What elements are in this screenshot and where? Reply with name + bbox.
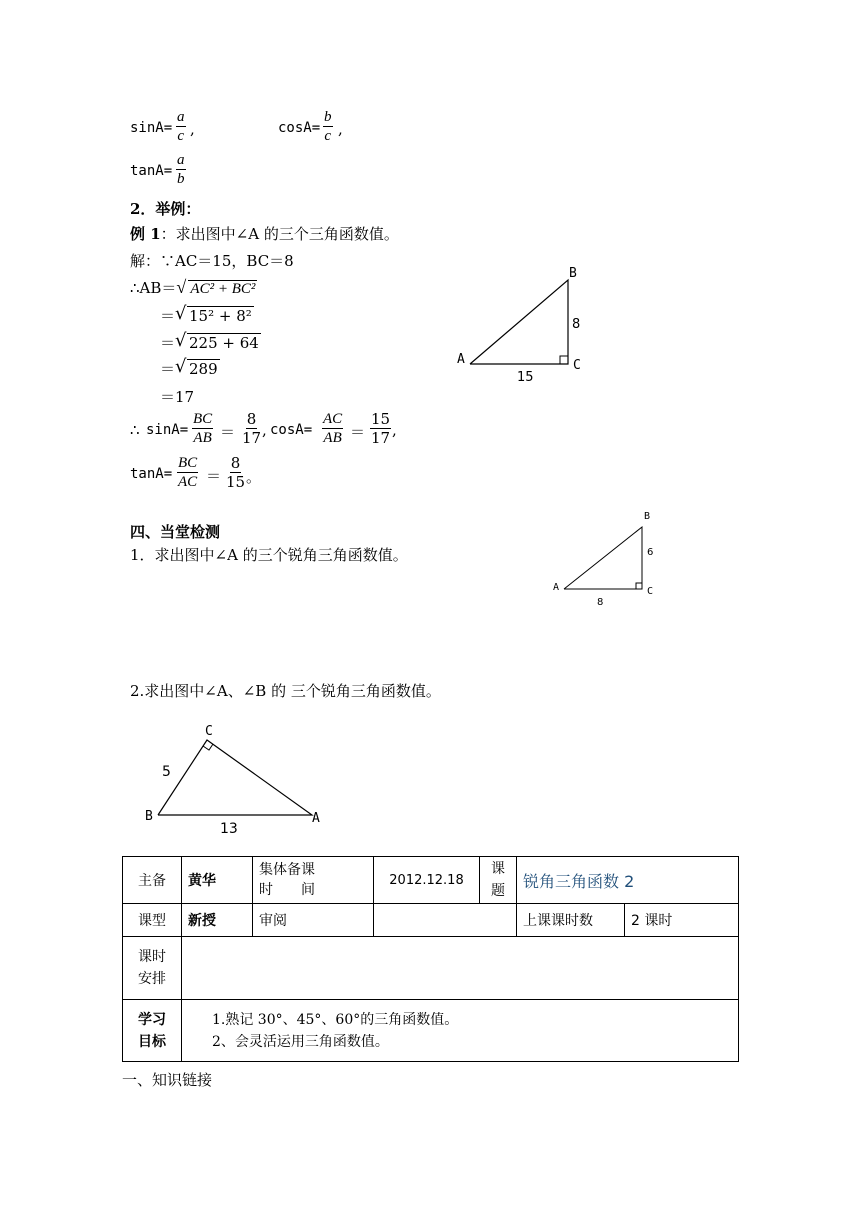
solution-step5: ＝17 bbox=[160, 388, 195, 406]
label-keti: 课 题 bbox=[480, 857, 517, 904]
section-heading-4: 四、当堂检测 bbox=[130, 523, 221, 541]
label-jiti: 集体备课 时 间 bbox=[253, 857, 374, 904]
value-xinshou: 新授 bbox=[182, 904, 253, 937]
triangle-figure-2 bbox=[548, 505, 668, 610]
vertex-c-label: C bbox=[573, 358, 581, 373]
solution-step4: ＝ √ 289 bbox=[160, 356, 218, 378]
vertex-a-label: A bbox=[312, 811, 320, 826]
side-bc-label: 8 bbox=[572, 317, 581, 332]
value-anpai bbox=[182, 937, 739, 1000]
value-keshi: 2 课时 bbox=[625, 904, 739, 937]
side-bc-label: 6 bbox=[647, 547, 654, 558]
question-1: 1．求出图中∠A 的三个锐角三角函数值。 bbox=[130, 546, 408, 564]
table-row bbox=[123, 1000, 739, 1062]
value-title: 锐角三角函数 2 bbox=[517, 857, 739, 904]
vertex-b-label: B bbox=[569, 266, 577, 281]
value-name: 黄华 bbox=[182, 857, 253, 904]
solution-ab: ∴AB＝ √ AC² + BC² bbox=[130, 277, 256, 297]
label-anpai: 课时 安排 bbox=[123, 937, 182, 1000]
vertex-b-label: B bbox=[644, 511, 651, 522]
label-shangke: 上课课时数 bbox=[517, 904, 625, 937]
side-ab-label: 13 bbox=[220, 821, 238, 837]
table-row bbox=[123, 904, 739, 937]
vertex-b-label: B bbox=[145, 809, 153, 824]
section-heading: 2．举例： bbox=[130, 200, 201, 218]
label-kexing: 课型 bbox=[123, 904, 182, 937]
table-row bbox=[123, 937, 739, 1000]
vertex-a-label: A bbox=[553, 582, 560, 593]
value-goals: 1.熟记 30°、45°、60°的三角函数值。 2、会灵活运用三角函数值。 bbox=[182, 1000, 739, 1062]
solution-step3: ＝ √ 225 + 64 bbox=[160, 330, 259, 352]
solution-line1: 解：∵AC＝15，BC＝8 bbox=[130, 252, 294, 270]
question-2: 2.求出图中∠A、∠B 的 三个锐角三角函数值。 bbox=[130, 682, 441, 700]
vertex-c-label: C bbox=[647, 586, 654, 597]
side-ac-label: 15 bbox=[517, 370, 534, 385]
solution-step2: ＝ √ 15² + 8² bbox=[160, 303, 252, 325]
table-row bbox=[123, 857, 739, 904]
vertex-c-label: C bbox=[205, 724, 213, 739]
triangle-figure-1 bbox=[450, 260, 590, 390]
lesson-info-table bbox=[122, 856, 739, 1062]
vertex-a-label: A bbox=[457, 352, 465, 367]
label-xuexi: 学习 目标 bbox=[123, 1000, 182, 1062]
knowledge-link-heading: 一、知识链接 bbox=[122, 1071, 213, 1089]
side-ac-label: 8 bbox=[597, 597, 604, 608]
example-1: 例 1：求出图中∠A 的三个三角函数值。 bbox=[130, 225, 399, 243]
value-date: 2012.12.18 bbox=[374, 857, 480, 904]
label-zhubei: 主备 bbox=[123, 857, 182, 904]
label-shenyue: 审阅 bbox=[253, 904, 374, 937]
value-shenyue bbox=[374, 904, 517, 937]
side-bc-label: 5 bbox=[162, 764, 171, 780]
triangle-figure-3 bbox=[140, 718, 330, 838]
